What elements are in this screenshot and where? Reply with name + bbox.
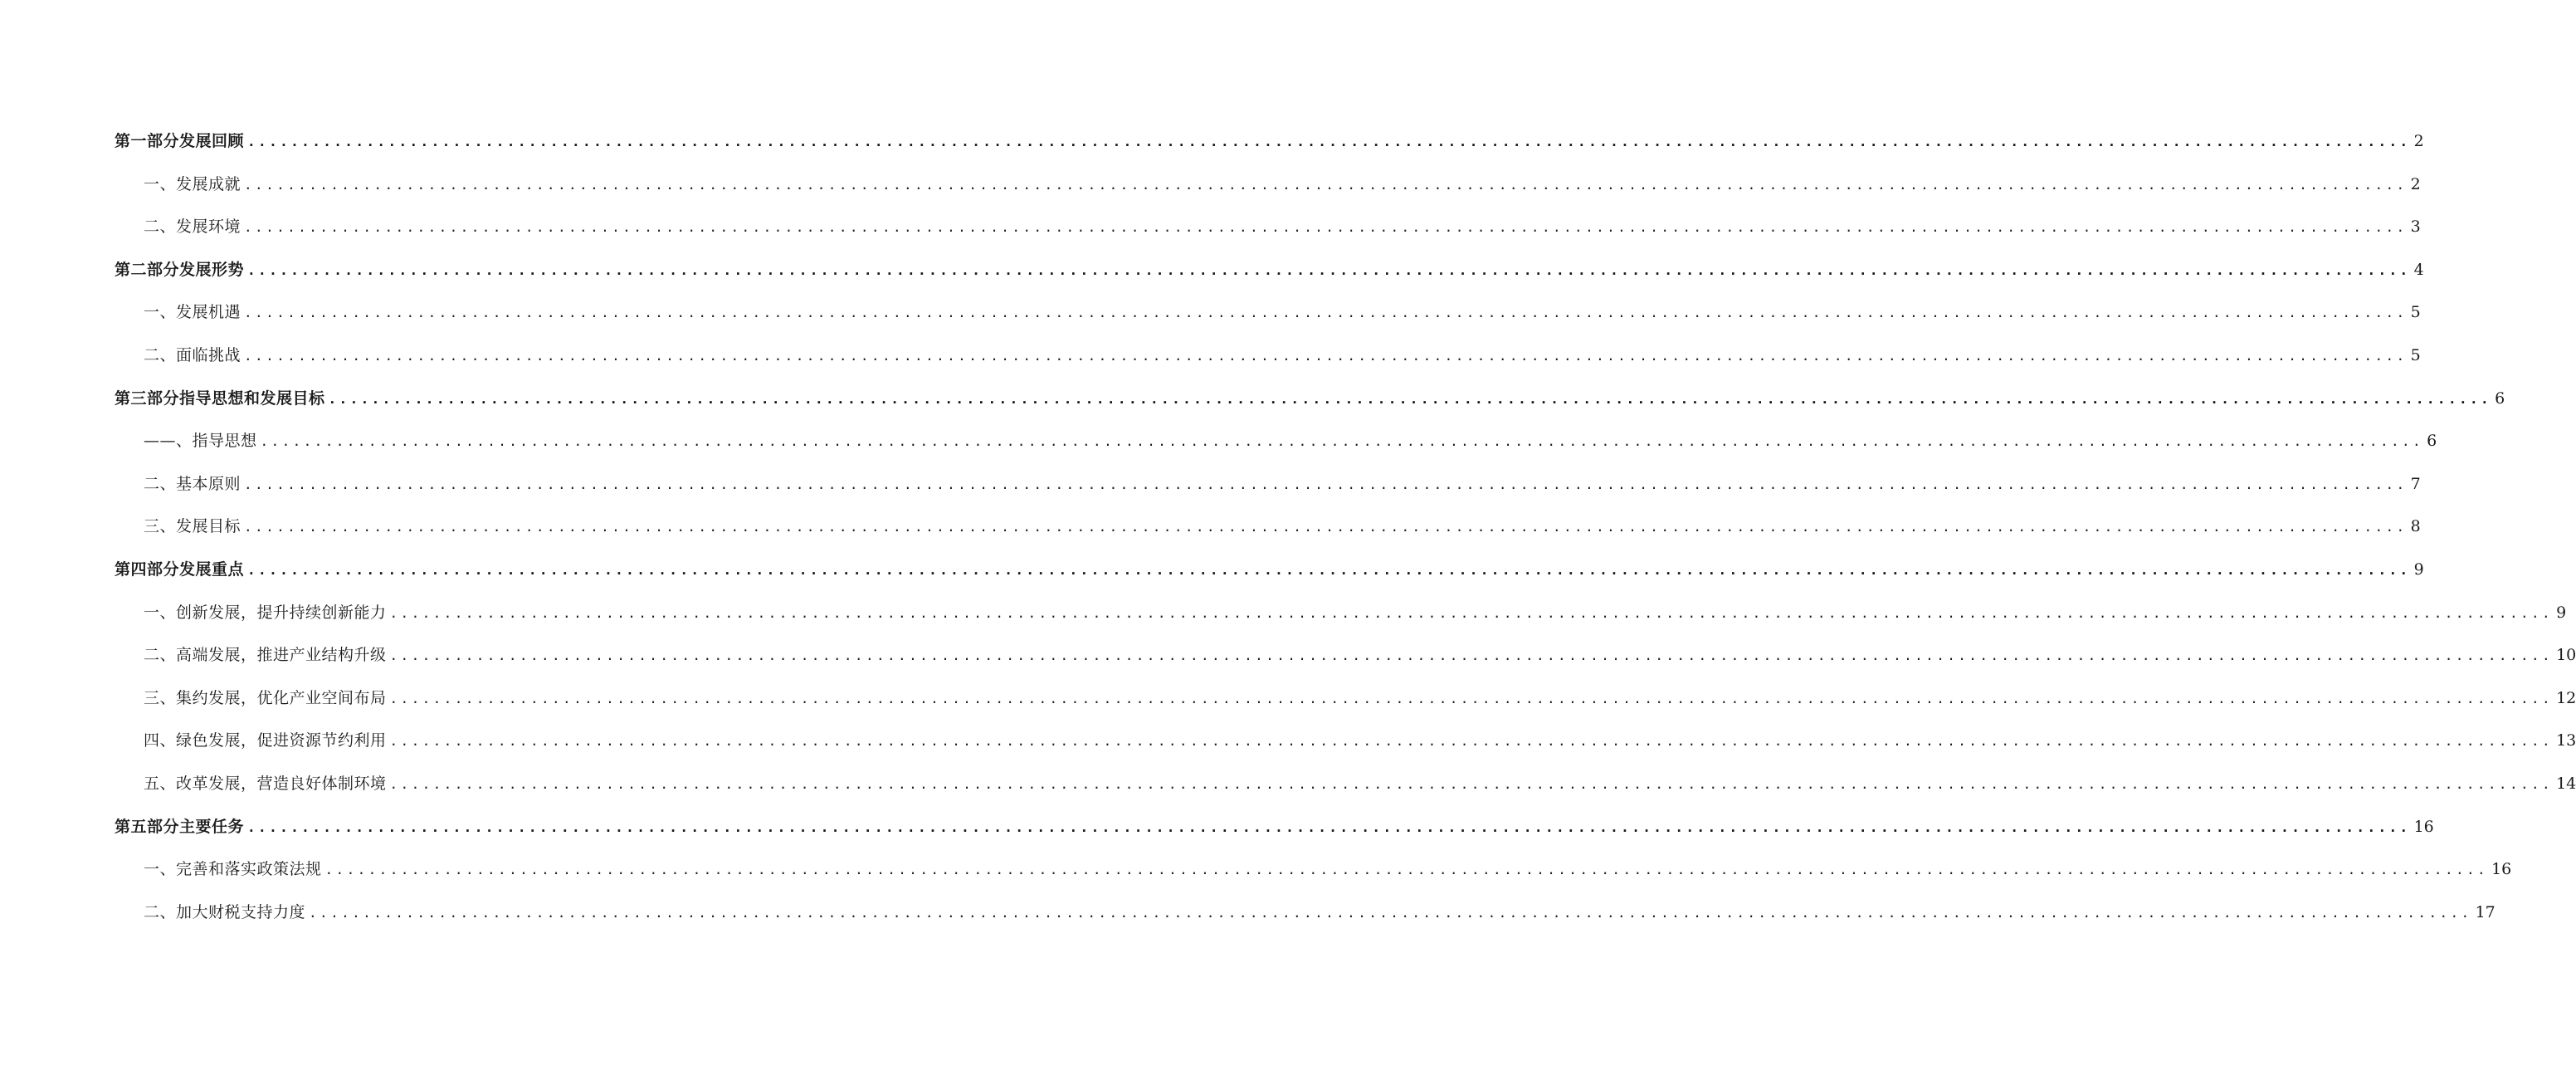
toc-entry-page: 2 (2410, 174, 2421, 193)
toc-entry-page: 6 (2427, 432, 2437, 451)
toc-dot-leader: ........................................................................................................................................................................................................ (244, 476, 2408, 492)
toc-entry-section[interactable] (115, 848, 2512, 892)
toc-entry-page: 4 (2413, 260, 2424, 279)
toc-entry-part-2[interactable] (115, 249, 2424, 292)
toc-dot-leader: ........................................................................................................................................................................................................ (244, 219, 2408, 236)
toc-entry-title: 五、改革发展，营造良好体制环境 (144, 774, 387, 793)
toc-entry-title: 第一部分发展回顾 (115, 132, 245, 150)
toc-entry-section[interactable] (115, 763, 2576, 806)
toc-entry-page: 9 (2413, 560, 2424, 579)
toc-entry-page: 3 (2410, 217, 2421, 237)
toc-entry-page: 7 (2410, 474, 2421, 493)
toc-entry-title: 一、创新发展，提升持续创新能力 (144, 603, 387, 622)
table-of-contents (115, 120, 2576, 934)
toc-dot-leader: ........................................................................................................................................................................................................ (328, 390, 2492, 407)
toc-entry-title: 第三部分指导思想和发展目标 (115, 389, 325, 408)
toc-entry-title: 一、发展成就 (144, 174, 242, 193)
toc-entry-title: 第四部分发展重点 (115, 560, 245, 579)
toc-entry-section[interactable] (115, 634, 2576, 677)
toc-entry-section[interactable] (115, 291, 2421, 335)
toc-dot-leader: ........................................................................................................................................................................................................ (244, 305, 2408, 321)
toc-entry-page: 5 (2410, 345, 2421, 364)
toc-entry-page: 10 (2556, 646, 2576, 665)
toc-entry-title: 第二部分发展形势 (115, 260, 245, 279)
toc-entry-title: 二、面临挑战 (144, 345, 242, 364)
toc-entry-section[interactable] (115, 420, 2437, 463)
toc-entry-page: 6 (2495, 389, 2505, 408)
toc-entry-part-5[interactable] (115, 806, 2434, 849)
toc-dot-leader: ........................................................................................................................................................................................................ (244, 176, 2408, 193)
toc-entry-page: 2 (2413, 132, 2424, 150)
toc-dot-leader: ........................................................................................................................................................................................................ (309, 904, 2472, 921)
toc-dot-leader: ........................................................................................................................................................................................................ (247, 561, 2411, 578)
toc-entry-section[interactable] (115, 592, 2567, 635)
toc-entry-title: 四、绿色发展，促进资源节约利用 (144, 731, 387, 750)
toc-entry-title: 二、加大财税支持力度 (144, 902, 306, 921)
toc-entry-title: 二、基本原则 (144, 474, 242, 493)
toc-dot-leader: ........................................................................................................................................................................................................ (244, 347, 2408, 364)
toc-entry-page: 13 (2556, 731, 2576, 750)
toc-entry-title: 二、高端发展，推进产业结构升级 (144, 646, 387, 665)
toc-dot-leader: ........................................................................................................................................................................................................ (260, 433, 2424, 450)
toc-entry-page: 12 (2556, 688, 2576, 707)
toc-entry-title: 一、发展机遇 (144, 303, 242, 322)
toc-dot-leader: ........................................................................................................................................................................................................ (247, 819, 2411, 835)
toc-entry-part-1[interactable] (115, 120, 2424, 164)
toc-entry-part-3[interactable] (115, 378, 2505, 421)
toc-dot-leader: ........................................................................................................................................................................................................ (247, 261, 2411, 278)
toc-entry-title: ——、指导思想 (144, 432, 257, 451)
toc-entry-part-4[interactable] (115, 549, 2424, 592)
toc-dot-leader: ........................................................................................................................................................................................................ (244, 519, 2408, 535)
toc-entry-page: 5 (2410, 303, 2421, 322)
toc-entry-section[interactable] (115, 164, 2421, 207)
toc-entry-page: 9 (2556, 603, 2567, 622)
toc-dot-leader: ........................................................................................................................................................................................................ (389, 733, 2554, 750)
toc-entry-page: 8 (2410, 517, 2421, 536)
toc-entry-page: 17 (2475, 902, 2496, 921)
toc-entry-title: 三、发展目标 (144, 517, 242, 536)
toc-dot-leader: ........................................................................................................................................................................................................ (389, 604, 2554, 621)
toc-entry-title: 第五部分主要任务 (115, 817, 245, 836)
toc-entry-title: 二、发展环境 (144, 217, 242, 237)
toc-entry-section[interactable] (115, 506, 2421, 549)
toc-entry-title: 一、完善和落实政策法规 (144, 860, 322, 879)
toc-entry-section[interactable] (115, 463, 2421, 506)
toc-entry-page: 16 (2491, 860, 2512, 879)
toc-entry-section[interactable] (115, 892, 2496, 935)
toc-entry-section[interactable] (115, 720, 2576, 763)
toc-entry-section[interactable] (115, 677, 2576, 721)
toc-dot-leader: ........................................................................................................................................................................................................ (389, 775, 2554, 792)
toc-dot-leader: ........................................................................................................................................................................................................ (389, 648, 2554, 664)
toc-entry-section[interactable] (115, 335, 2421, 378)
toc-entry-title: 三、集约发展，优化产业空间布局 (144, 688, 387, 707)
toc-dot-leader: ........................................................................................................................................................................................................ (389, 690, 2554, 706)
toc-dot-leader: ........................................................................................................................................................................................................ (324, 862, 2489, 878)
toc-entry-section[interactable] (115, 206, 2421, 249)
toc-entry-page: 14 (2556, 774, 2576, 793)
toc-entry-page: 16 (2413, 817, 2434, 836)
toc-dot-leader: ........................................................................................................................................................................................................ (247, 134, 2411, 149)
